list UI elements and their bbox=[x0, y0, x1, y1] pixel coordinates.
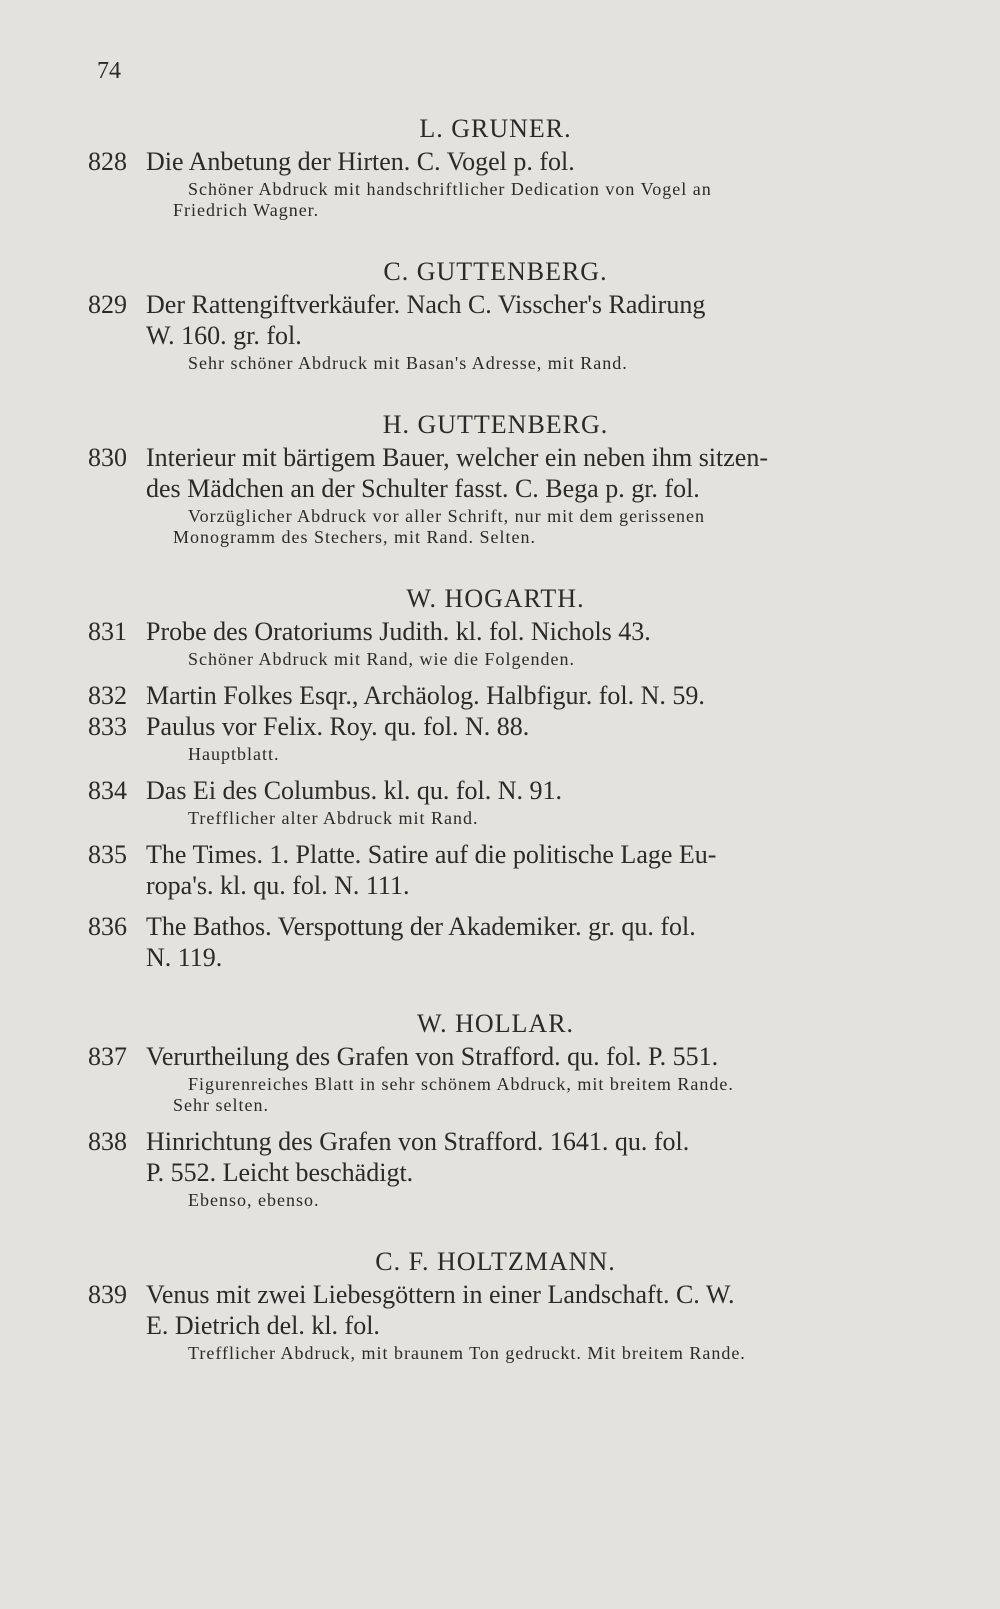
entry-title: Martin Folkes Esqr., Archäolog. Halbfigur. fol. N. 59. bbox=[146, 681, 705, 710]
page-number: 74 bbox=[97, 58, 121, 84]
entry-continuation: des Mädchen an der Schulter fasst. C. Bega p. gr. fol. bbox=[146, 474, 700, 503]
entry-833 bbox=[88, 711, 903, 765]
entry-831 bbox=[88, 616, 903, 670]
entry-title: Venus mit zwei Liebesgöttern in einer Landschaft. C. W. bbox=[146, 1280, 735, 1309]
entry-note: Vorzüglicher Abdruck vor aller Schrift, nur mit dem gerissenen Monogramm des Stechers, mit Rand. Selten. bbox=[173, 506, 706, 547]
artist-heading-holtzmann: C. F. HOLTZMANN. bbox=[375, 1247, 616, 1276]
entry-number: 836 bbox=[88, 912, 127, 941]
entry-number: 830 bbox=[88, 443, 127, 472]
entry-continuation: N. 119. bbox=[146, 943, 223, 972]
entry-title: Die Anbetung der Hirten. C. Vogel p. fol. bbox=[146, 147, 575, 176]
entry-number: 838 bbox=[88, 1127, 127, 1156]
entry-838 bbox=[88, 1126, 903, 1211]
entry-839 bbox=[88, 1279, 903, 1364]
artist-heading-gruner: L. GRUNER. bbox=[419, 114, 572, 143]
entry-number: 833 bbox=[88, 712, 127, 741]
entry-835 bbox=[88, 839, 903, 901]
entry-note: Trefflicher alter Abdruck mit Rand. bbox=[188, 808, 479, 828]
entry-note: Sehr schöner Abdruck mit Basan's Adresse, mit Rand. bbox=[188, 353, 628, 373]
artist-heading-h-guttenberg: H. GUTTENBERG. bbox=[382, 410, 609, 439]
entry-continuation: P. 552. Leicht beschädigt. bbox=[146, 1158, 414, 1187]
page-content bbox=[88, 112, 903, 1364]
entry-830 bbox=[88, 442, 903, 548]
entry-title: The Bathos. Verspottung der Akademiker. gr. qu. fol. bbox=[146, 912, 696, 941]
entry-number: 839 bbox=[88, 1280, 127, 1309]
entry-834 bbox=[88, 775, 903, 829]
entry-number: 829 bbox=[88, 290, 127, 319]
entry-continuation: E. Dietrich del. kl. fol. bbox=[146, 1311, 380, 1340]
artist-heading-c-guttenberg: C. GUTTENBERG. bbox=[383, 257, 608, 286]
artist-heading-hollar: W. HOLLAR. bbox=[416, 1009, 575, 1038]
entry-number: 831 bbox=[88, 617, 127, 646]
entry-number: 828 bbox=[88, 147, 127, 176]
entry-note: Figurenreiches Blatt in sehr schönem Abdruck, mit breitem Rande. Sehr selten. bbox=[173, 1074, 734, 1115]
entry-837 bbox=[88, 1041, 903, 1116]
entry-836 bbox=[88, 911, 903, 973]
entry-829 bbox=[88, 289, 903, 374]
entry-note: Schöner Abdruck mit Rand, wie die Folgenden. bbox=[188, 649, 575, 669]
entry-number: 837 bbox=[88, 1042, 127, 1071]
entry-number: 832 bbox=[88, 681, 127, 710]
entry-title: The Times. 1. Platte. Satire auf die politische Lage Eu- bbox=[146, 840, 717, 869]
entry-number: 834 bbox=[88, 776, 127, 805]
entry-title: Das Ei des Columbus. kl. qu. fol. N. 91. bbox=[146, 776, 562, 805]
entry-title: Paulus vor Felix. Roy. qu. fol. N. 88. bbox=[146, 712, 530, 741]
entry-title: Interieur mit bärtigem Bauer, welcher ein neben ihm sitzen- bbox=[146, 443, 768, 472]
entry-note: Ebenso, ebenso. bbox=[188, 1190, 320, 1210]
entry-title: Der Rattengiftverkäufer. Nach C. Visscher's Radirung bbox=[146, 290, 706, 319]
entry-note: Trefflicher Abdruck, mit braunem Ton gedruckt. Mit breitem Rande. bbox=[188, 1343, 746, 1363]
entry-title: Hinrichtung des Grafen von Strafford. 1641. qu. fol. bbox=[146, 1127, 690, 1156]
entry-continuation: ropa's. kl. qu. fol. N. 111. bbox=[146, 871, 410, 900]
entry-number: 835 bbox=[88, 840, 127, 869]
artist-heading-hogarth: W. HOGARTH. bbox=[406, 584, 585, 613]
entry-828 bbox=[88, 146, 903, 221]
entry-continuation: W. 160. gr. fol. bbox=[146, 321, 302, 350]
entry-title: Verurtheilung des Grafen von Strafford. qu. fol. P. 551. bbox=[146, 1042, 719, 1071]
entry-note: Schöner Abdruck mit handschriftlicher Dedication von Vogel an Friedrich Wagner. bbox=[173, 179, 712, 220]
entry-832 bbox=[88, 680, 903, 711]
entry-title: Probe des Oratoriums Judith. kl. fol. Nichols 43. bbox=[146, 617, 651, 646]
entry-note: Hauptblatt. bbox=[188, 744, 280, 764]
